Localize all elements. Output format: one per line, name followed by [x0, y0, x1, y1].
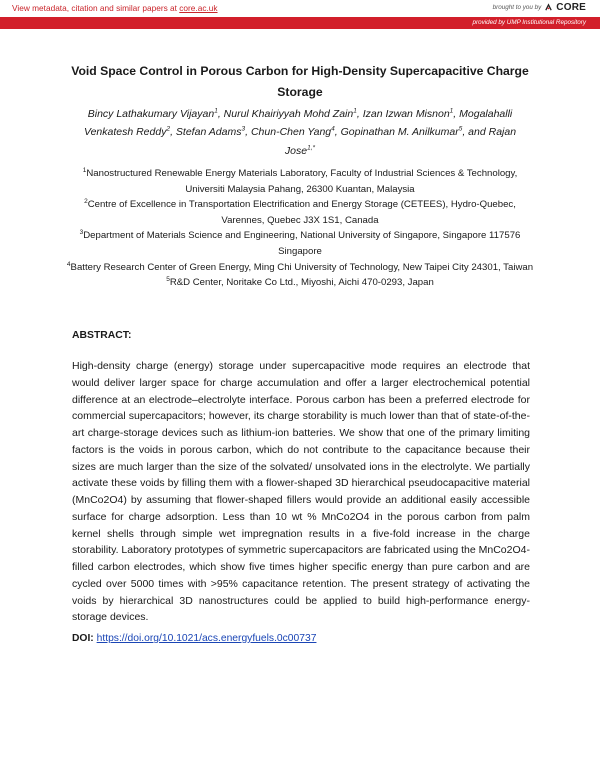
core-link[interactable]: core.ac.uk: [179, 3, 218, 13]
doi-link[interactable]: https://doi.org/10.1021/acs.energyfuels.0c00737: [96, 633, 317, 644]
affiliation: [66, 275, 534, 291]
affiliation: [66, 166, 534, 197]
affiliation-mark: 5: [166, 275, 170, 283]
author-name: Izan Izwan Misnon: [362, 108, 450, 120]
author-affiliation-mark: 5: [458, 125, 463, 133]
author-affiliation-mark: 1: [449, 107, 454, 115]
affiliation-mark: 2: [84, 198, 88, 205]
affiliation-mark: 1: [82, 166, 87, 174]
affiliation: [66, 260, 534, 276]
author-separator: ,: [334, 126, 341, 139]
author-separator: ,: [453, 108, 460, 120]
author-name: Bincy Lathakumary Vijayan: [87, 108, 215, 120]
affiliation-mark: 4: [66, 260, 71, 268]
affiliation-text: Department of Materials Science and Engineering, National University of Singapore, Singapore 117576 Singapore: [83, 230, 521, 257]
core-banner: [0, 0, 600, 29]
affiliation-text: Centre of Excellence in Transportation Electrification and Energy Storage (CETEES), Hydro-Quebec, Varennes, Quebec J3X 1S1, Canada: [87, 199, 516, 226]
core-brought-by: [493, 2, 586, 13]
affiliation: [66, 228, 534, 259]
author-name: Mogalahalli Venkatesh Reddy: [83, 108, 513, 139]
affiliation-text: Nanostructured Renewable Energy Materials Laboratory, Faculty of Industrial Sciences & Technology, Universiti Malaysia Pahang, 26300 Kuantan, Malaysia: [86, 168, 518, 195]
author-name: Rajan Jose: [284, 126, 517, 157]
author-affiliation-mark: 3: [241, 125, 246, 133]
author-separator: ,: [217, 108, 224, 120]
affiliation-text: Battery Research Center of Green Energy, Ming Chi University of Technology, New Taipei City 24301, Taiwan: [70, 261, 534, 273]
core-metadata-text: View metadata, citation and similar papers at: [12, 3, 180, 13]
author-separator: ,: [356, 108, 363, 120]
doi-line: [72, 633, 316, 644]
core-provided-by: provided by UMP Institutional Repository: [472, 19, 586, 26]
author-affiliation-mark: 1: [353, 107, 357, 115]
affiliation: [66, 197, 534, 228]
author-name: Nurul Khairiyyah Mohd Zain: [223, 108, 354, 120]
doi-label: DOI:: [72, 633, 94, 644]
core-metadata-notice: [12, 3, 218, 13]
author-affiliation-mark: 2: [166, 125, 171, 133]
author-affiliation-mark: 4: [331, 125, 335, 133]
author-name: Chun-Chen Yang: [250, 126, 332, 139]
core-logo-text[interactable]: CORE: [556, 2, 586, 13]
author-separator: ,: [245, 126, 251, 139]
author-name: Stefan Adams: [175, 126, 242, 139]
abstract-text: High-density charge (energy) storage under supercapacitive mode requires an electrode that would deliver larger space for charge accumulation and offer a larger electrochemical potential difference at an electrode–electrolyte interface. Porous carbon has been a preferred electrode for commercial supercapacitors; however, its charge storability is much lower than that of state-of-the-art charge-storage devices such as lithium-ion batteries. We show that one of the primary limiting factors is the voids in porous carbon, which do not contribute to the capacitance because their sizes are much larger than the size of the solvated/ unsolvated ions in the electrolyte. We partially activate these voids by filling them with a flower-shaped 3D hierarchical pseudocapacitive material (MnCo2O4) by assuming that flower-shaped fillers would provide an additional easily accessible surface for charge adsorption. Less than 10 wt % MnCo2O4 in the porous carbon from palm kernel shells through simple wet impregnation results in a five-fold increase in the charge storability. Laboratory prototypes of symmetric supercapacitors are fabricated using the MnCo2O4-filled carbon electrodes, which show five times higher specific energy than pure carbon and are cycled over 5000 times with >95% capacitance retention. The present strategy of activating the voids by hierarchical 3D nanostructures could be applied to build high-performance energy-storage devices.: [72, 360, 530, 624]
author-separator: , and: [462, 126, 489, 139]
brought-by-text: brought to you by: [492, 4, 542, 11]
affiliation-mark: 3: [79, 229, 84, 237]
paper-title: Void Space Control in Porous Carbon for High-Density Supercapacitive Charge Storage: [71, 64, 529, 99]
core-logo-icon: [544, 3, 553, 12]
abstract-heading: ABSTRACT:: [72, 330, 132, 341]
affiliation-list: [66, 166, 534, 291]
affiliation-text: R&D Center, Noritake Co Ltd., Miyoshi, Aichi 470-0293, Japan: [169, 277, 434, 289]
author-affiliation-mark: 1: [214, 107, 218, 115]
author-name: Gopinathan M. Anilkumar: [340, 126, 459, 139]
author-affiliation-mark: 1,*: [307, 144, 316, 152]
author-list: [74, 105, 526, 160]
author-separator: ,: [170, 126, 176, 139]
